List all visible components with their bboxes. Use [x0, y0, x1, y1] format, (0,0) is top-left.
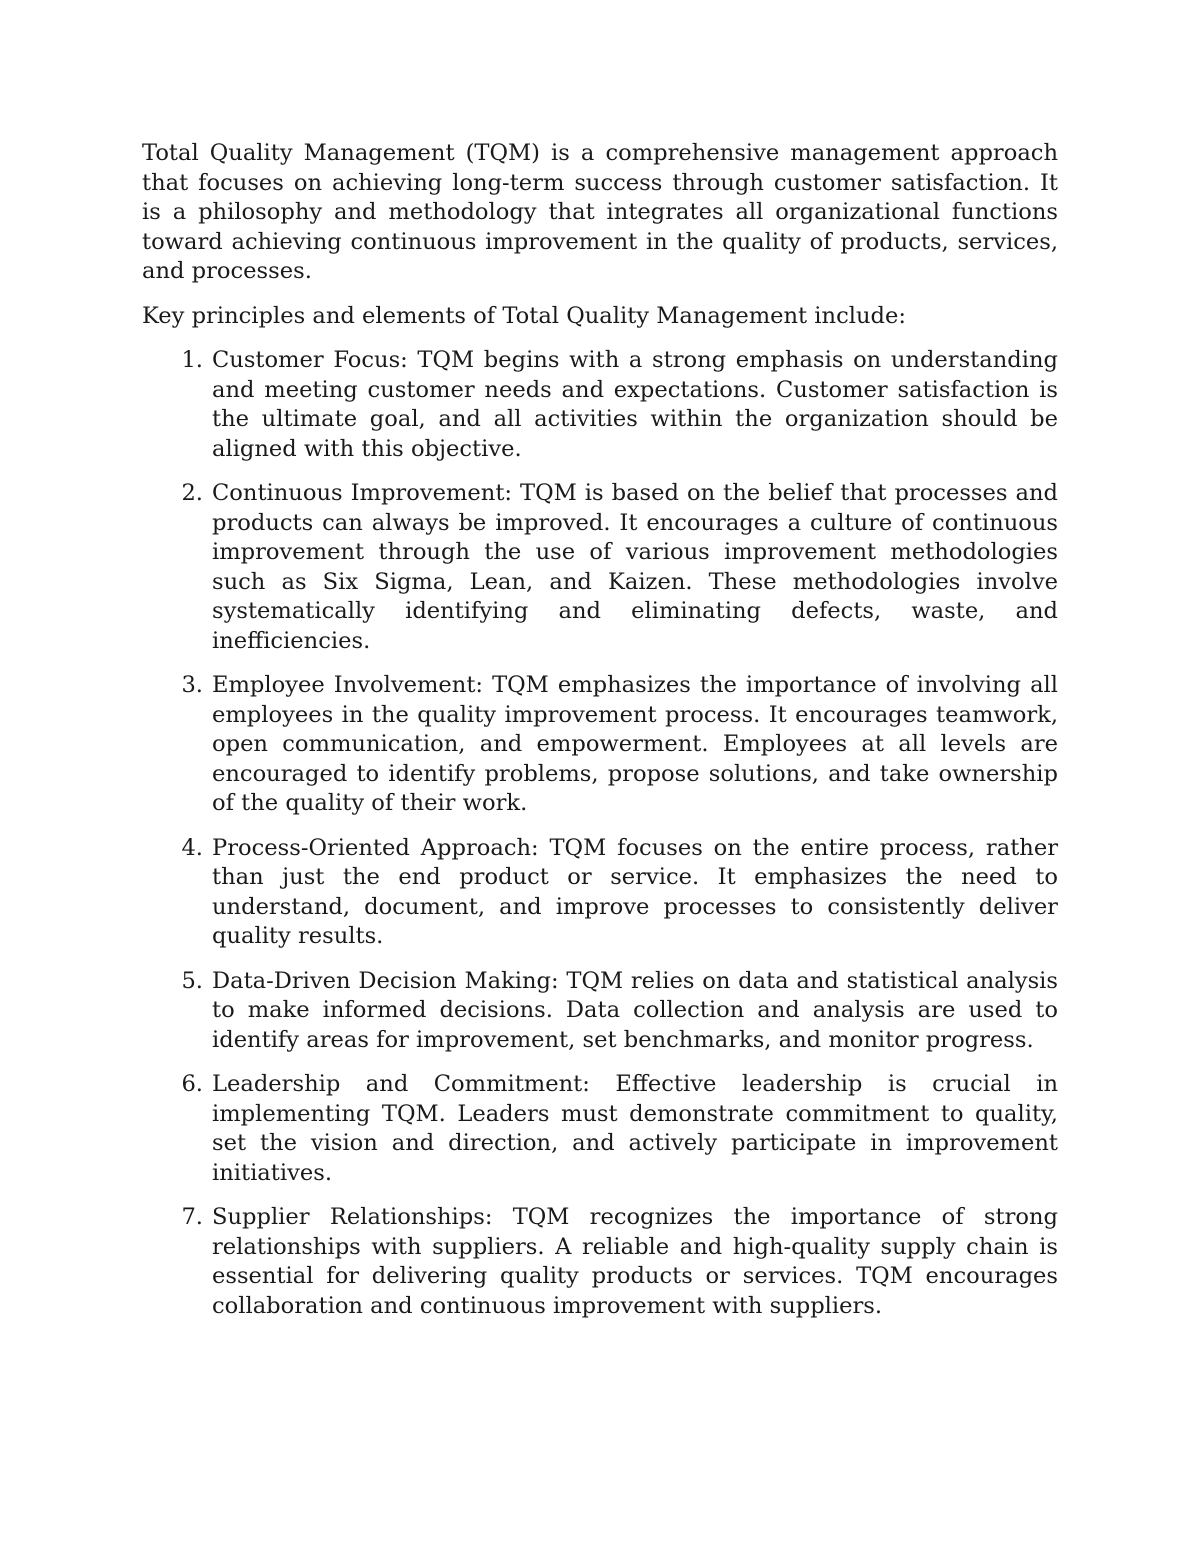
list-item [142, 967, 1058, 1056]
list-item [142, 479, 1058, 656]
list-item [142, 834, 1058, 952]
list-item [142, 346, 1058, 464]
list-item-text: Data-Driven Decision Making: TQM relies on data and statistical analysis to make informed decisions. Data collection and analysis are used to identify areas for improvement, set benchmarks, and monitor progress. [212, 967, 1058, 1053]
list-item-text: Leadership and Commitment: Effective leadership is crucial in implementing TQM. Leaders must demonstrate commitment to quality, set the vision and direction, and actively participate in improvement initiatives. [212, 1071, 1058, 1186]
intro-paragraph: Total Quality Management (TQM) is a comprehensive management approach that focuses on achieving long-term success through customer satisfaction. It is a philosophy and methodology that integrates all organizational functions toward achieving continuous improvement in the quality of products, services, and processes. [142, 140, 1058, 284]
principles-lead-in: Key principles and elements of Total Quality Management include: [142, 302, 906, 329]
list-item-text: Continuous Improvement: TQM is based on the belief that processes and products can always be improved. It encourages a culture of continuous improvement through the use of various improvement methodologies such as Six Sigma, Lean, and Kaizen. These methodologies involve systematically identifying and eliminating defects, waste, and inefficiencies. [212, 480, 1058, 654]
list-item-text: Customer Focus: TQM begins with a strong emphasis on understanding and meeting customer needs and expectations. Customer satisfaction is the ultimate goal, and all activities within the organization should be aligned with this objective. [212, 347, 1058, 462]
list-item [142, 1203, 1058, 1321]
document-page [142, 139, 1058, 1336]
list-item-text: Employee Involvement: TQM emphasizes the importance of involving all employees in the quality improvement process. It encourages teamwork, open communication, and empowerment. Employees at all levels are encouraged to identify problems, propose solutions, and take ownership of the quality of their work. [212, 672, 1058, 816]
list-item-number: 3. [181, 672, 203, 698]
list-item-number: 2. [181, 480, 203, 506]
list-item-number: 7. [181, 1204, 203, 1230]
list-item-text: Supplier Relationships: TQM recognizes the importance of strong relationships with suppliers. A reliable and high-quality supply chain is essential for delivering quality products or services. TQM encourages collaboration and continuous improvement with suppliers. [212, 1204, 1058, 1319]
list-item-number: 6. [181, 1071, 203, 1097]
list-item-number: 1. [181, 347, 203, 373]
list-item-text: Process-Oriented Approach: TQM focuses on the entire process, rather than just the end product or service. It emphasizes the need to understand, document, and improve processes to consistently deliver quality results. [212, 834, 1058, 949]
list-item [142, 1070, 1058, 1188]
list-item-number: 5. [181, 967, 203, 994]
list-item [142, 671, 1058, 819]
list-item-number: 4. [181, 834, 203, 861]
principles-list [142, 346, 1058, 1321]
